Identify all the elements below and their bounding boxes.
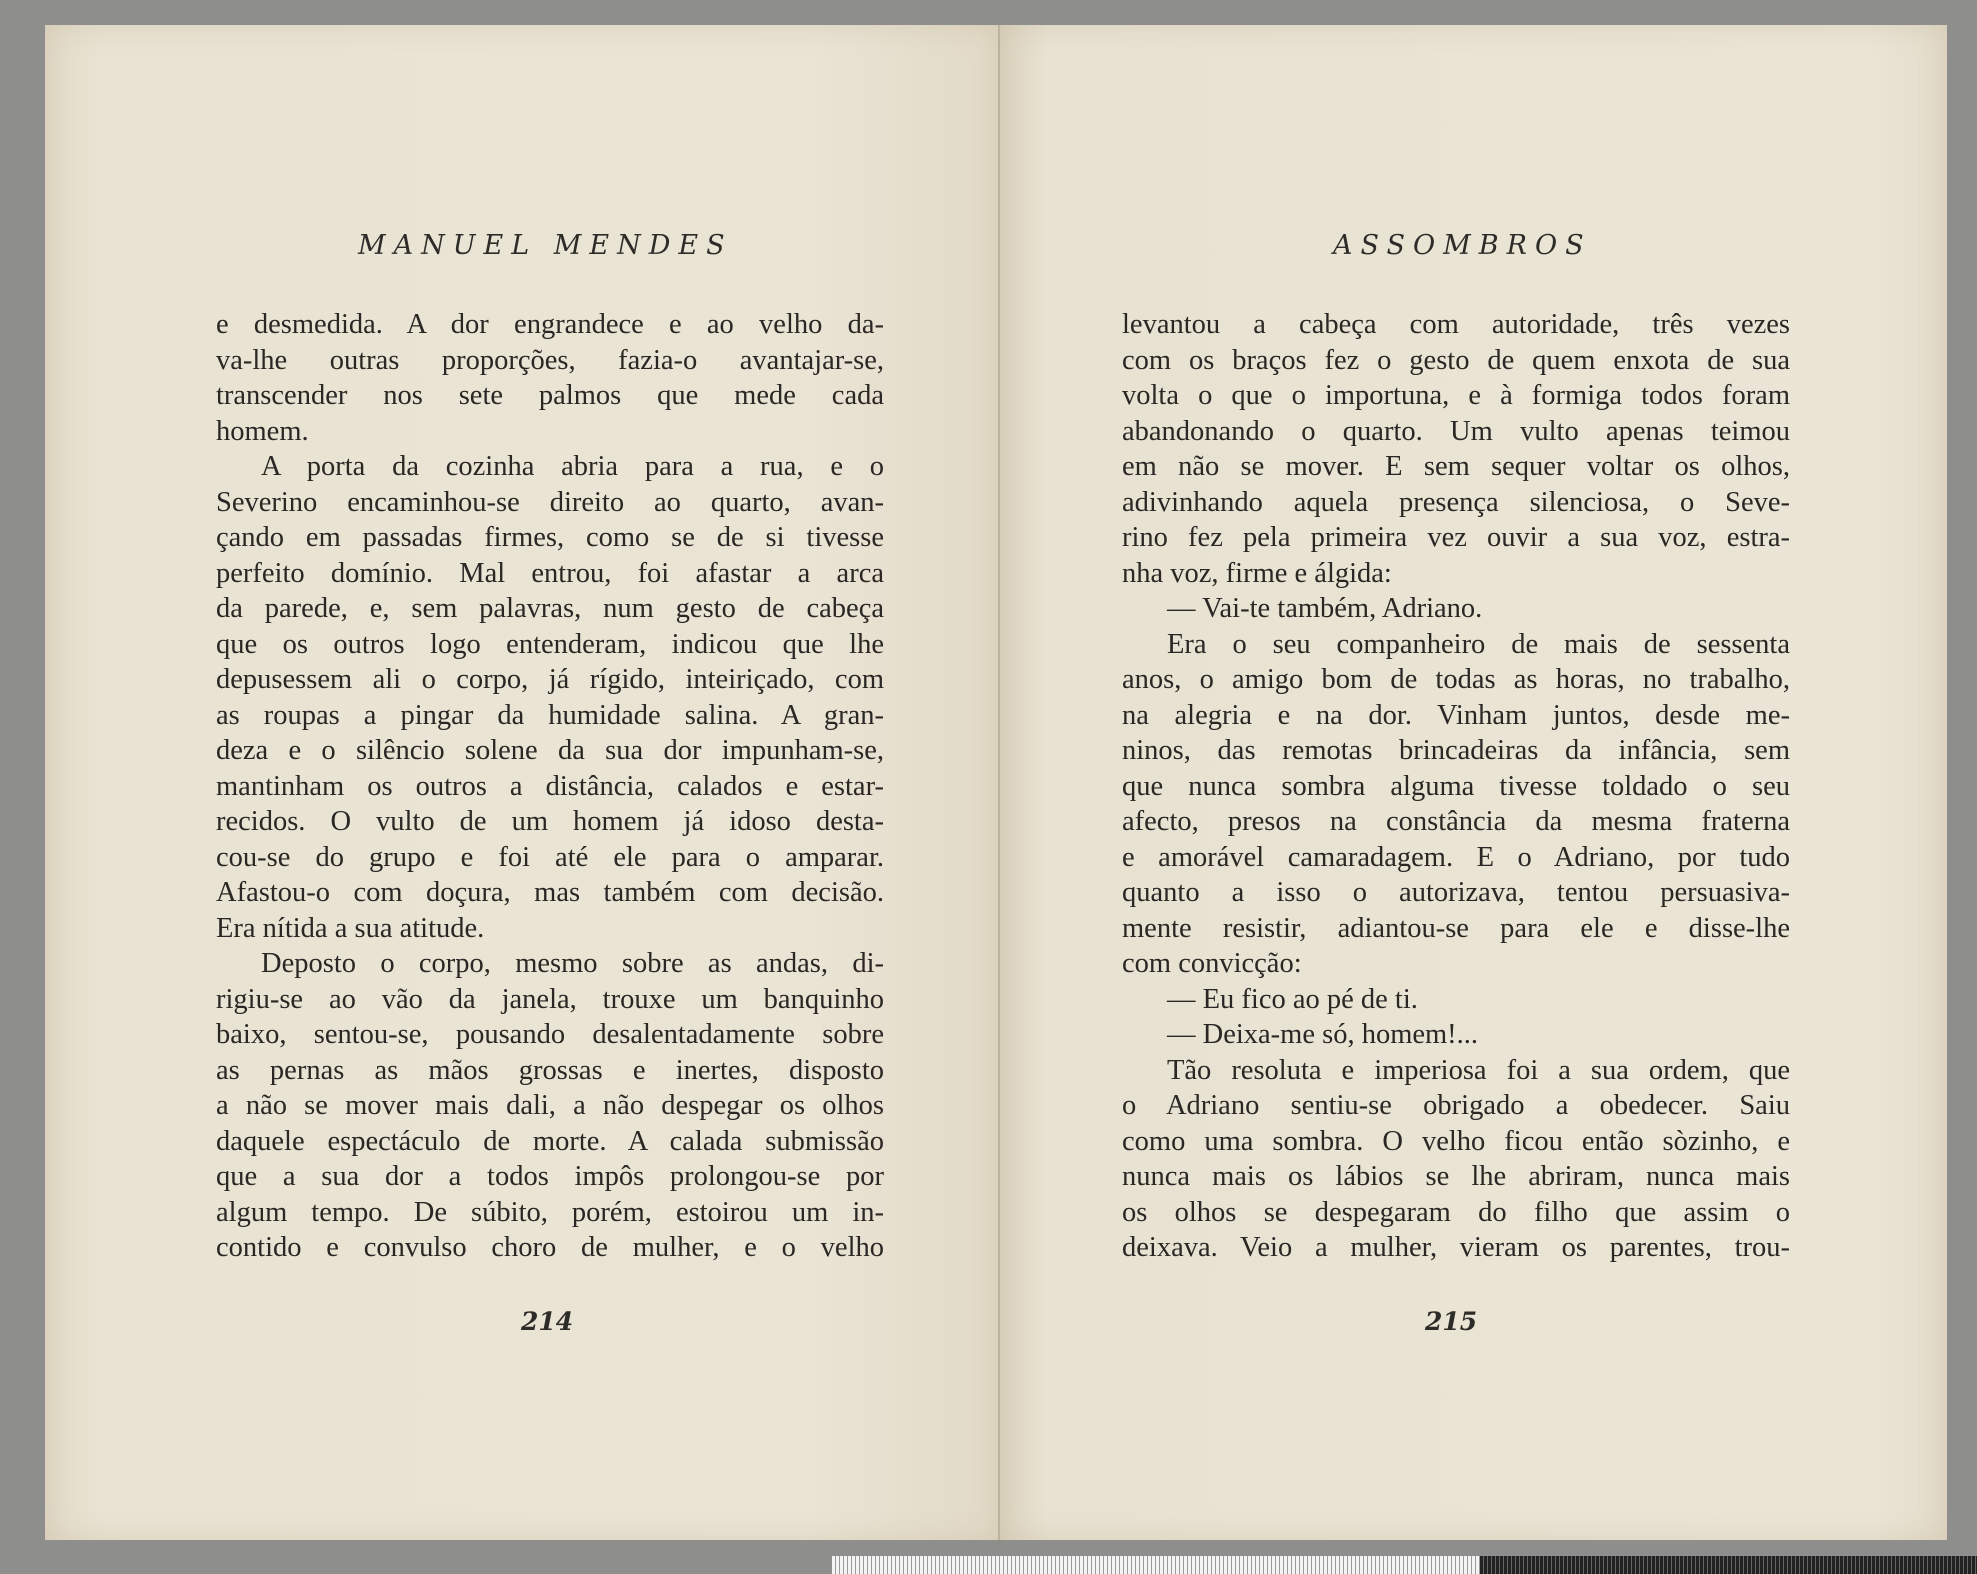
text-line: afecto, presos na constância da mesma fraterna: [1122, 806, 1790, 837]
text-line: — Deixa-me só, homem!...: [1167, 1019, 1479, 1050]
text-line: e amorável camaradagem. E o Adriano, por tudo: [1122, 841, 1790, 873]
text-line: Severino encaminhou-se direito ao quarto, avan-: [216, 486, 884, 518]
text-line: o Adriano sentiu-se obrigado a obedecer. Saiu: [1122, 1090, 1790, 1121]
text-line: Tão resoluta e imperiosa foi a sua ordem, que: [1167, 1054, 1790, 1086]
page-number-right: 215: [1425, 1307, 1478, 1336]
text-line: Era o seu companheiro de mais de sessenta: [1167, 628, 1790, 660]
text-line: volta o que o importuna, e à formiga todos foram: [1122, 380, 1790, 411]
left-page-body: [216, 307, 884, 1266]
text-line: deixava. Veio a mulher, vieram os parentes, trou-: [1122, 1232, 1790, 1263]
text-line: que nunca sombra alguma tivesse toldado o seu: [1122, 770, 1790, 802]
text-line: na alegria e na dor. Vinham juntos, desde me-: [1122, 699, 1790, 731]
running-head-title: ASSOMBROS: [1333, 230, 1592, 261]
text-line: homem.: [216, 415, 309, 447]
text-line: deza e o silêncio solene da sua dor impunham-se,: [216, 735, 884, 766]
text-line: ninos, das remotas brincadeiras da infância, sem: [1122, 735, 1790, 766]
text-line: da parede, e, sem palavras, num gesto de cabeça: [216, 593, 884, 624]
text-line: como uma sombra. O velho ficou então sòzinho, e: [1122, 1125, 1790, 1157]
text-line: daquele espectáculo de morte. A calada submissão: [216, 1125, 884, 1157]
text-line: contido e convulso choro de mulher, e o velho: [216, 1232, 884, 1263]
text-line: anos, o amigo bom de todas as horas, no trabalho,: [1122, 664, 1790, 695]
text-line: rigiu-se ao vão da janela, trouxe um banquinho: [216, 983, 884, 1015]
text-line: com convicção:: [1122, 948, 1302, 979]
text-line: algum tempo. De súbito, porém, estoirou um in-: [216, 1196, 884, 1228]
text-line: mantinham os outros a distância, calados e estar-: [216, 770, 884, 802]
text-line: a não se mover mais dali, a não despegar os olhos: [216, 1090, 884, 1121]
text-line: que os outros logo entenderam, indicou que lhe: [216, 628, 884, 660]
text-line: çando em passadas firmes, como se de si tivesse: [216, 522, 884, 553]
text-line: abandonando o quarto. Um vulto apenas teimou: [1122, 415, 1790, 447]
text-line: quanto a isso o autorizava, tentou persuasiva-: [1122, 877, 1790, 908]
text-line: levantou a cabeça com autoridade, três vezes: [1122, 309, 1790, 340]
text-line: rino fez pela primeira vez ouvir a sua voz, estra-: [1122, 522, 1790, 553]
text-line: baixo, sentou-se, pousando desalentadamente sobre: [216, 1019, 884, 1050]
text-line: Afastou-o com doçura, mas também com decisão.: [216, 877, 884, 908]
text-line: adivinhando aquela presença silenciosa, o Seve-: [1122, 486, 1790, 518]
text-line: transcender nos sete palmos que mede cada: [216, 380, 884, 411]
text-line: nha voz, firme e álgida:: [1122, 557, 1392, 589]
text-line: com os braços fez o gesto de quem enxota de sua: [1122, 344, 1790, 376]
text-line: os olhos se despegaram do filho que assim o: [1122, 1196, 1790, 1228]
text-line: em não se mover. E sem sequer voltar os olhos,: [1122, 451, 1790, 482]
page-number-left: 214: [521, 1307, 574, 1336]
text-line: as pernas as mãos grossas e inertes, disposto: [216, 1054, 884, 1086]
text-line: Era nítida a sua atitude.: [216, 912, 485, 944]
scale-ruler-dark-segment: [1480, 1556, 1977, 1574]
right-page: [1000, 25, 1947, 1540]
left-page: [45, 25, 1000, 1540]
text-line: perfeito domínio. Mal entrou, foi afastar a arca: [216, 557, 884, 589]
text-line: cou-se do grupo e foi até ele para o amparar.: [216, 841, 884, 873]
text-line: as roupas a pingar da humidade salina. A gran-: [216, 699, 884, 731]
running-head-author: MANUEL MENDES: [358, 230, 733, 261]
text-line: nunca mais os lábios se lhe abriram, nunca mais: [1122, 1161, 1790, 1192]
text-line: que a sua dor a todos impôs prolongou-se por: [216, 1161, 884, 1192]
text-line: va-lhe outras proporções, fazia-o avantajar-se,: [216, 344, 884, 376]
text-line: — Eu fico ao pé de ti.: [1167, 983, 1418, 1015]
text-line: mente resistir, adiantou-se para ele e disse-lhe: [1122, 912, 1790, 944]
text-line: Deposto o corpo, mesmo sobre as andas, di-: [261, 948, 884, 979]
text-line: — Vai-te também, Adriano.: [1167, 593, 1483, 624]
text-line: depusessem ali o corpo, já rígido, inteiriçado, com: [216, 664, 884, 695]
right-page-body: [1122, 307, 1790, 1266]
text-line: A porta da cozinha abria para a rua, e o: [261, 451, 884, 482]
text-line: e desmedida. A dor engrandece e ao velho da-: [216, 309, 884, 340]
text-line: recidos. O vulto de um homem já idoso desta-: [216, 806, 884, 837]
